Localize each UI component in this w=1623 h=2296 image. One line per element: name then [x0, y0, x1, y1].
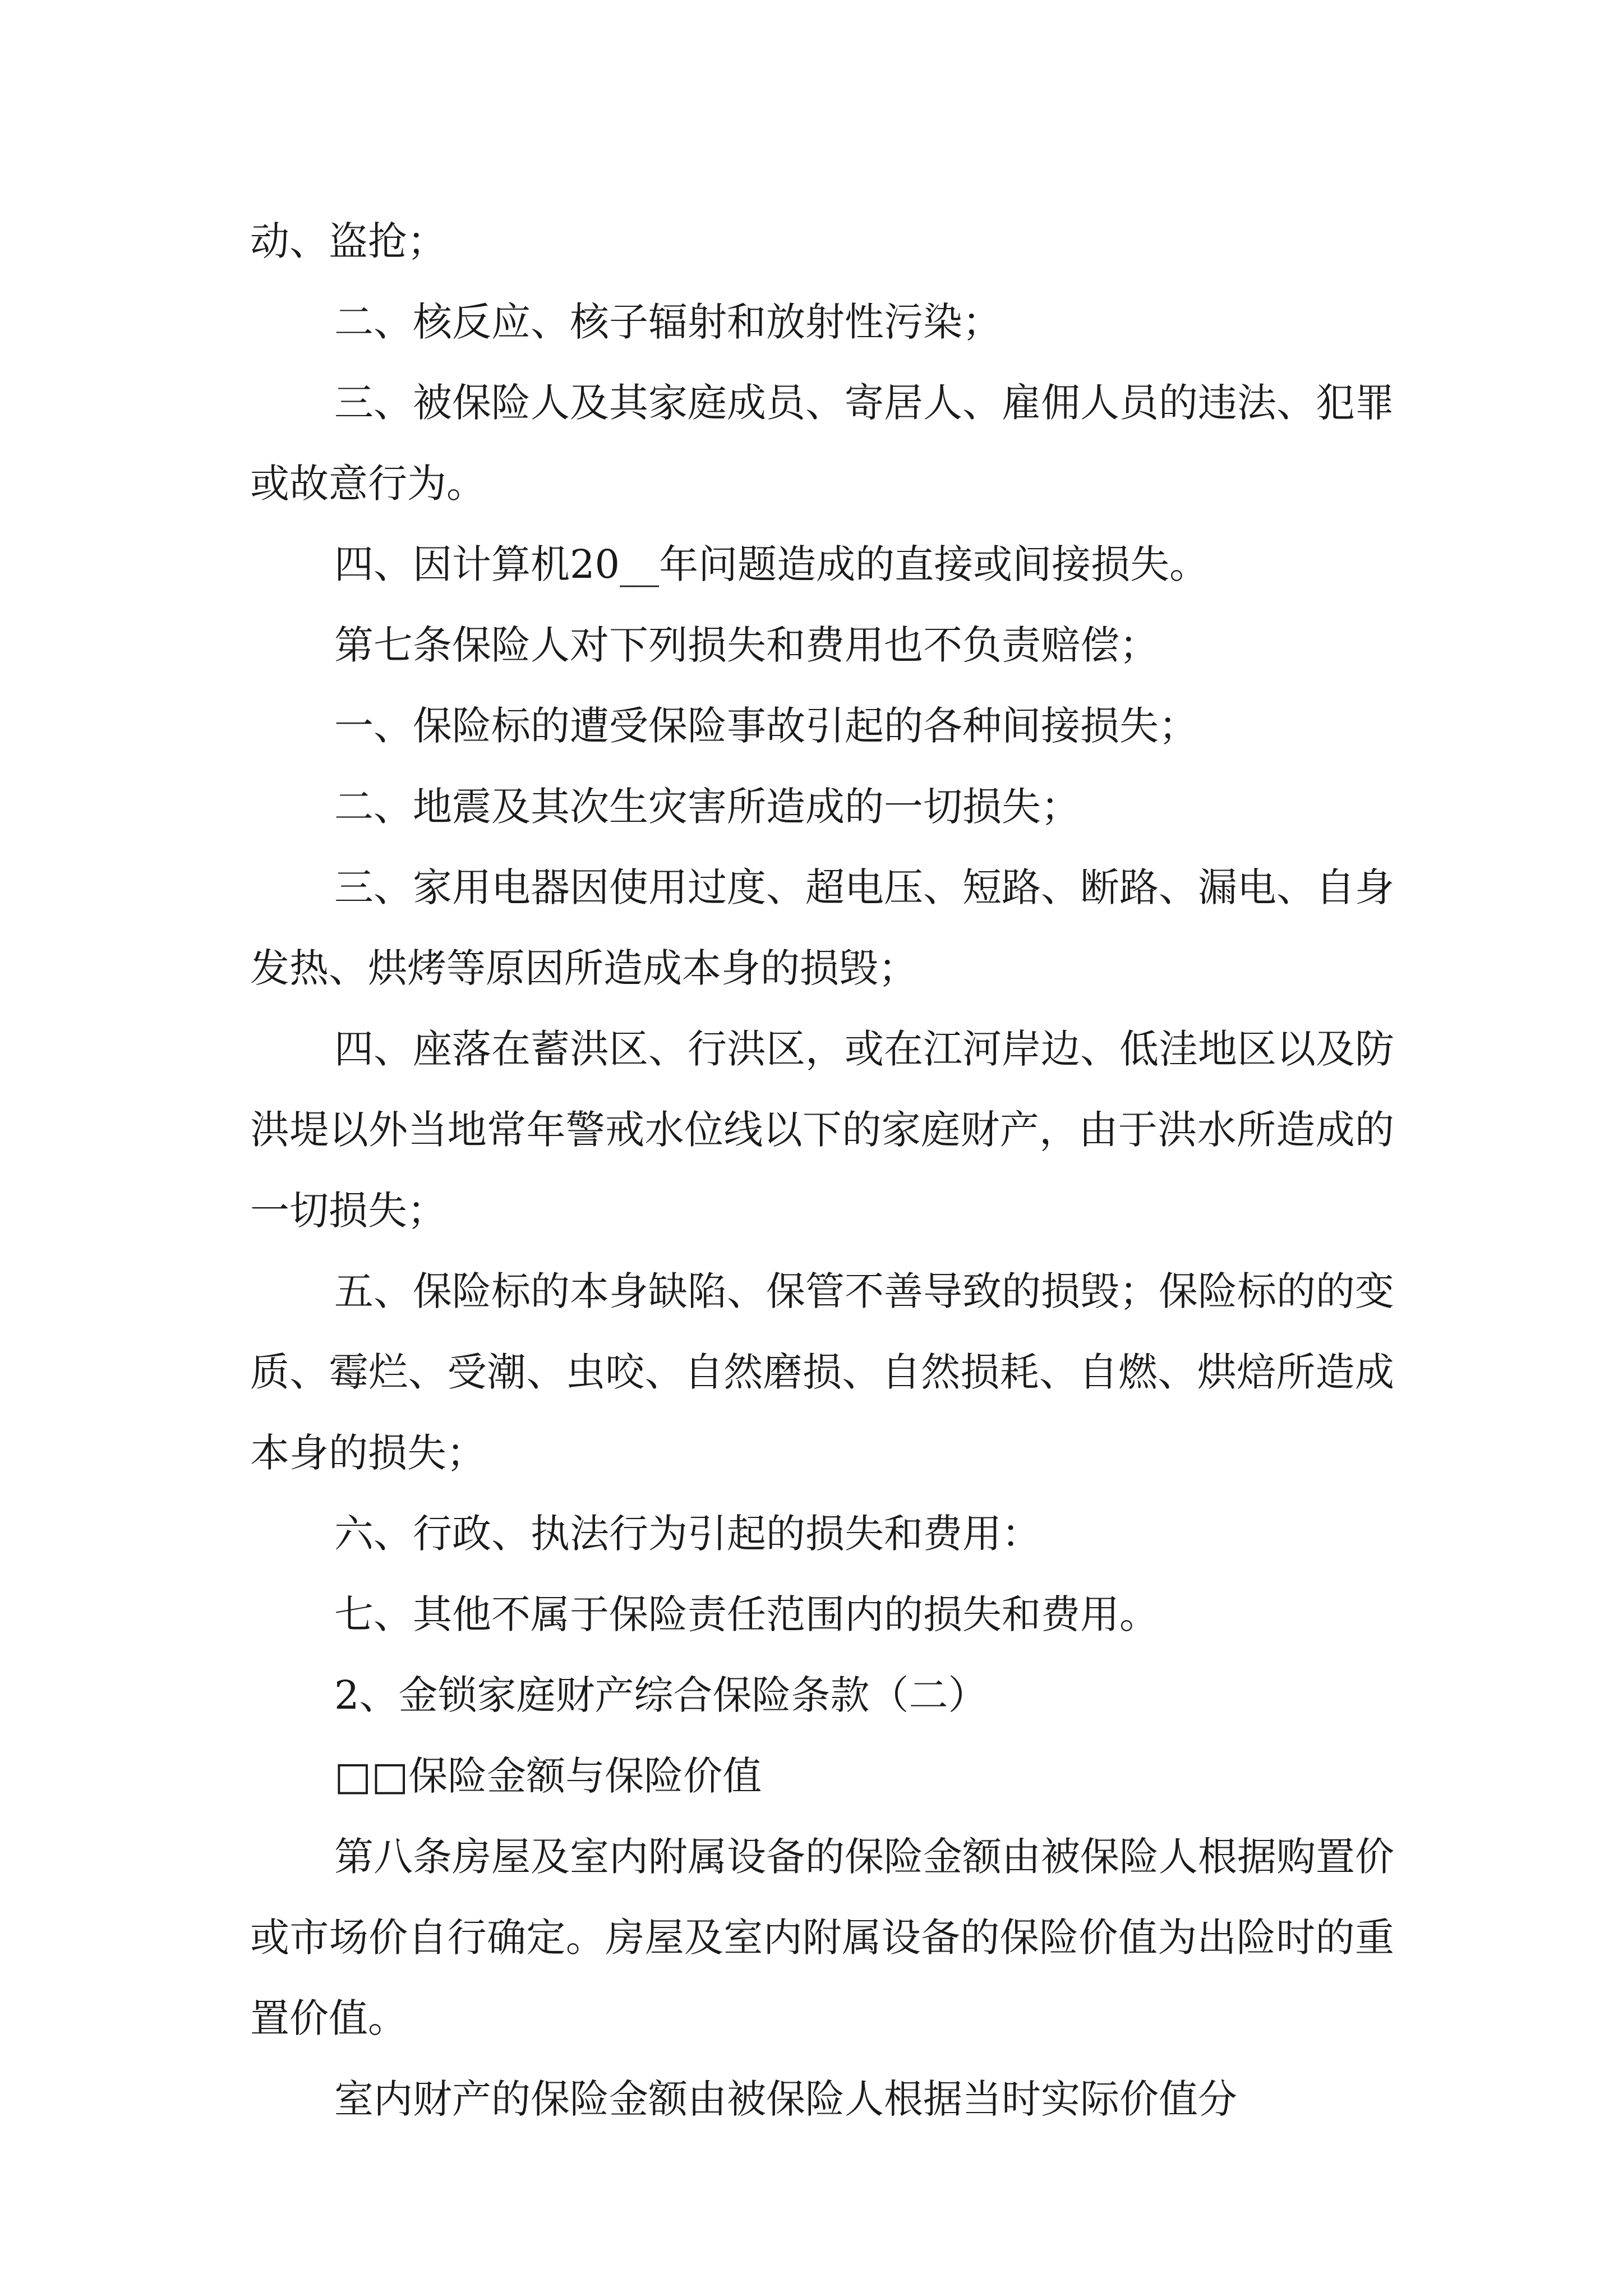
paragraph-11: 六、行政、执法行为引起的损失和费用：	[334, 1511, 1041, 1557]
paragraph-4: 四、因计算机20__年问题造成的直接或间接损失。	[334, 541, 1209, 587]
subsection-heading: □□保险金额与保险价值	[334, 1753, 762, 1799]
paragraph-15: 第八条房屋及室内附属设备的保险金额由被保险人根据购置价或市场价自行确定。房屋及室内附属设备的保险价值为出险时的重置价值。	[250, 1834, 1394, 2041]
paragraph-3: 三、被保险人及其家庭成员、寄居人、雇佣人员的违法、犯罪或故意行为。	[250, 380, 1394, 507]
paragraph-2: 二、核反应、核子辐射和放射性污染；	[334, 299, 1002, 345]
paragraph-6: 一、保险标的遭受保险事故引起的各种间接损失；	[334, 703, 1198, 749]
paragraph-16: 室内财产的保险金额由被保险人根据当时实际价值分	[334, 2076, 1237, 2122]
document-body	[250, 201, 1394, 2139]
paragraph-12: 七、其他不属于保险责任范围内的损失和费用。	[334, 1591, 1159, 1637]
paragraph-1: 动、盗抢；	[250, 218, 446, 264]
paragraph-7: 二、地震及其次生灾害所造成的一切损失；	[334, 784, 1080, 830]
paragraph-10: 五、保险标的本身缺陷、保管不善导致的损毁；保险标的的变质、霉烂、受潮、虫咬、自然磨损、自然损耗、自燃、烘焙所造成本身的损失；	[250, 1268, 1394, 1476]
paragraph-8: 三、家用电器因使用过度、超电压、短路、断路、漏电、自身发热、烘烤等原因所造成本身的损毁；	[250, 864, 1394, 991]
paragraph-9: 四、座落在蓄洪区、行洪区，或在江河岸边、低洼地区以及防洪堤以外当地常年警戒水位线以下的家庭财产，由于洪水所造成的一切损失；	[250, 1026, 1394, 1234]
paragraph-5: 第七条保险人对下列损失和费用也不负责赔偿；	[334, 622, 1159, 668]
section-heading: 2、金锁家庭财产综合保险条款（二）	[334, 1672, 988, 1718]
